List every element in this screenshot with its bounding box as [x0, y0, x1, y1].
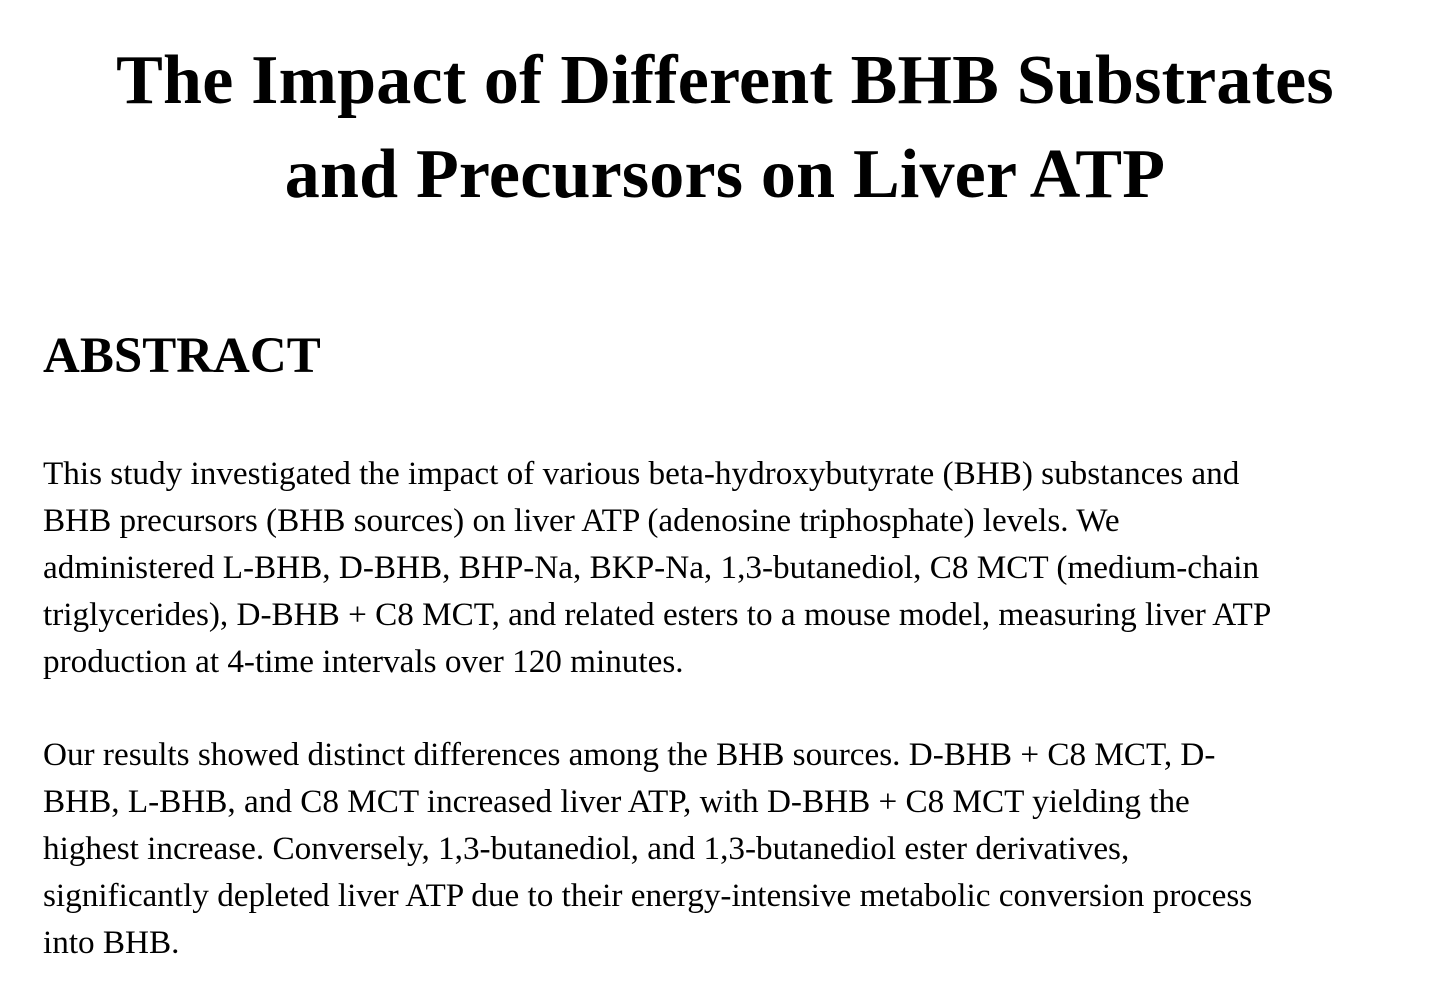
abstract-heading: ABSTRACT [43, 328, 321, 384]
abstract-paragraph-2-line: highest increase. Conversely, 1,3-butanediol, and 1,3-butanediol ester derivatives, [43, 830, 1130, 867]
abstract-paragraph-1 [43, 450, 1423, 685]
abstract-paragraph-1-line: administered L-BHB, D-BHB, BHP-Na, BKP-Na, 1,3-butanediol, C8 MCT (medium-chain [43, 549, 1260, 586]
abstract-paragraph-2-line: significantly depleted liver ATP due to their energy-intensive metabolic conversion process [43, 877, 1253, 914]
abstract-paragraph-2-line: Our results showed distinct differences among the BHB sources. D-BHB + C8 MCT, D- [43, 736, 1216, 773]
paper-title-line-1: The Impact of Different BHB Substrates [116, 42, 1334, 119]
abstract-paragraph-1-line: production at 4-time intervals over 120 minutes. [43, 643, 684, 680]
paper-title [20, 34, 1430, 222]
abstract-paragraph-1-line: triglycerides), D-BHB + C8 MCT, and related esters to a mouse model, measuring liver ATP [43, 596, 1272, 633]
abstract-paragraph-1-line: This study investigated the impact of various beta-hydroxybutyrate (BHB) substances and [43, 455, 1240, 492]
abstract-paragraph-2-line: into BHB. [43, 924, 180, 961]
abstract-paragraph-1-line: BHB precursors (BHB sources) on liver ATP (adenosine triphosphate) levels. We [43, 502, 1120, 539]
abstract-paragraph-2 [43, 731, 1423, 966]
paper-title-line-2: and Precursors on Liver ATP [284, 136, 1166, 213]
abstract-paragraph-2-line: BHB, L-BHB, and C8 MCT increased liver ATP, with D-BHB + C8 MCT yielding the [43, 783, 1190, 820]
